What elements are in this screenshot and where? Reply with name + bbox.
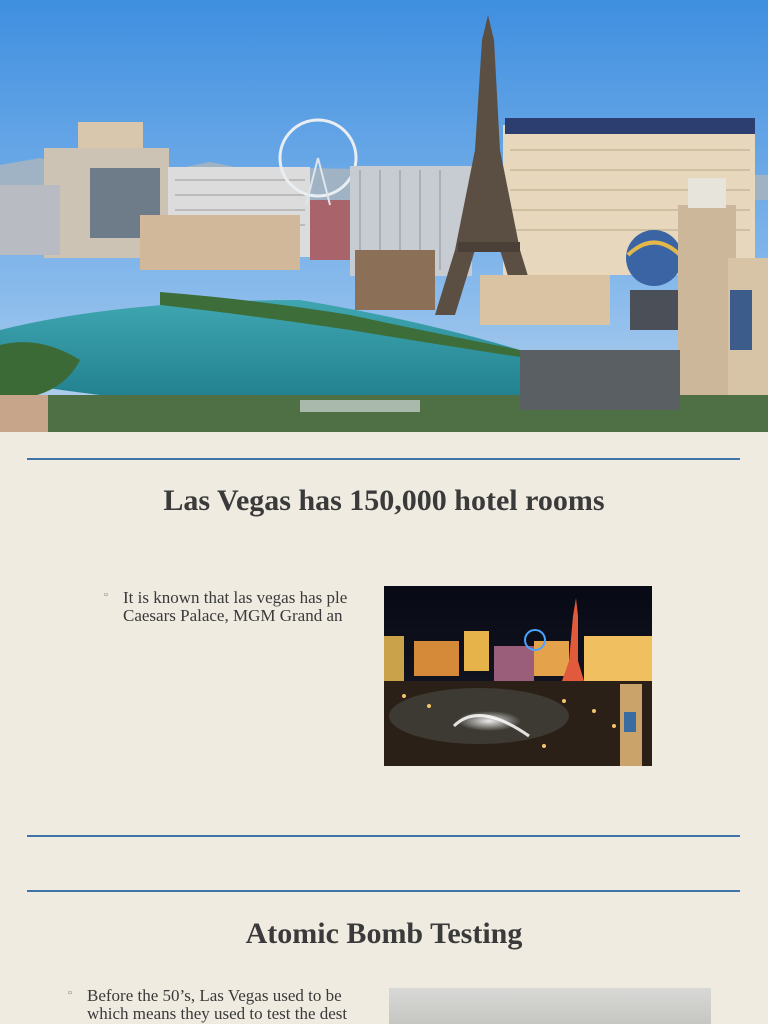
slide2-bullet-line2: which means they used to test the dest [87, 1004, 348, 1023]
slide1-title: Las Vegas has 150,000 hotel rooms [163, 484, 605, 517]
slide1-bullet-line2: Caesars Palace, MGM Grand an [123, 606, 343, 625]
slide1-bullet-line1: It is known that las vegas has ple [123, 588, 348, 607]
bullet-marker-icon: ▫ [104, 589, 108, 601]
atomic-test-photo [389, 988, 711, 1024]
slide1-bottom-rule [27, 835, 740, 837]
slide2-bullet [68, 986, 348, 1023]
slide1-bullet [104, 588, 348, 625]
slide2-top-rule [27, 890, 740, 892]
bullet-marker-icon: ▫ [68, 987, 72, 999]
hero-skyline-photo [0, 0, 768, 432]
slide2-title: Atomic Bomb Testing [245, 917, 523, 950]
vegas-night-photo [384, 586, 652, 766]
slide2-bullet-line1: Before the 50’s, Las Vegas used to be [87, 986, 342, 1005]
slide1-top-rule [27, 458, 740, 460]
